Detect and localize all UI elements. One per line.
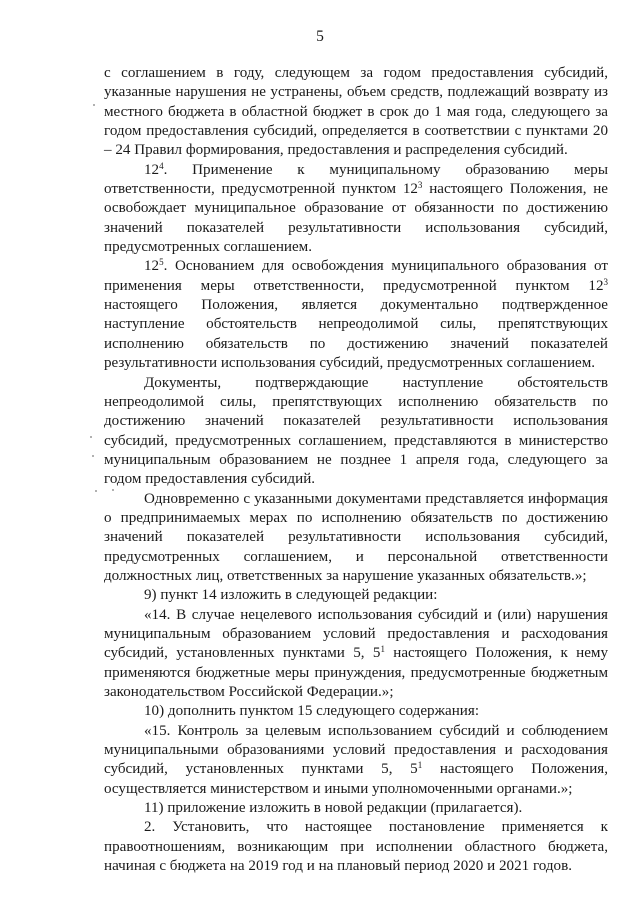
paragraph-item-11: 11) приложение изложить в новой редакции (прилагается). xyxy=(144,800,523,817)
scan-speck xyxy=(95,490,97,492)
superscript: 1 xyxy=(380,644,385,655)
page-number: 5 xyxy=(316,28,324,45)
paragraph-item-9: 9) пункт 14 изложить в следующей редакции: xyxy=(144,587,438,604)
superscript: 1 xyxy=(417,760,423,771)
paragraph: с соглашением в году, следующем за годом предоставления субсидий, указанные нарушения не устранены, объем средств, подлежащий возврату из местного бюджета в областной бюджет в срок до 1 мая года, следующего за годом предоставления субсидий, определяется в соответствии с пунктами 20 – 24 Правил формирования, предоставления и распределения субсидий. xyxy=(104,65,608,159)
paragraph-section-2: 2. Установить, что настоящее постановление применяется к правоотношениям, возникающим при исполнении областного бюджета, начиная с бюджета на 2019 год и на плановый период 2020 и 2021 годов. xyxy=(104,819,608,875)
scan-speck xyxy=(93,104,95,106)
superscript: 5 xyxy=(159,257,164,268)
scan-speck xyxy=(90,436,92,438)
scan-speck xyxy=(92,455,94,457)
document-body xyxy=(104,64,608,876)
paragraph-12-5: $12^5$. Основанием для освобождения муниципального образования от применения меры ответственности, предусмотренной пунктом $12^3$ настоящего Положения, является документально подтвержденное наступление обстоятельств непреодолимой силы, препятствующих исполнению обязательств по достижению значений показателей результативности использования субсидий, предусмотренных соглашением. xyxy=(104,257,608,372)
paragraph-item-10: 10) дополнить пунктом 15 следующего содержания: xyxy=(144,703,480,720)
paragraph-point-15: «15. Контроль за целевым использованием субсидий и соблюдением муниципальными образованиями условий предоставления и расходования субсидий, установленных пунктами 5, $5^1$ настоящего Положения, осуществляется министерством и иными уполномоченными органами.»; xyxy=(104,722,608,797)
paragraph-documents: Документы, подтверждающие наступление обстоятельств непреодолимой силы, препятствующих исполнению обязательств по достижению значений показателей результативности использования субсидий, предусмотренных соглашением, представляются в министерство муниципальным образованием не позднее 1 апреля года, следующего за годом предоставления субсидий. xyxy=(104,374,608,488)
superscript: 3 xyxy=(603,276,608,287)
superscript: 3 xyxy=(417,180,423,191)
paragraph-12-4: $12^4$. Применение к муниципальному образованию меры ответственности, предусмотренной пунктом $12^3$ настоящего Положения, не освобождает муниципальное образование от обязанности по достижению значений показателей результативности использования субсидий, предусмотренных соглашением. xyxy=(104,160,609,256)
paragraph-point-14: «14. В случае нецелевого использования субсидий и (или) нарушения муниципальным образованием условий предоставления и расходования субсидий, установленных пунктами 5, $5^1$ настоящего Положения, к нему применяются бюджетные меры принуждения, предусмотренные бюджетным законодательством Российской Федерации.»; xyxy=(104,606,609,700)
superscript: 4 xyxy=(159,160,164,171)
paragraph-information: Одновременно с указанными документами представляется информация о предпринимаемых мерах по исполнению обязательств по достижению значений показателей результативности использования субсидий, предусмотренных соглашением, и персональной ответственности должностных лиц, ответственных за нарушение указанных обязательств.»; xyxy=(104,490,608,584)
scan-speck xyxy=(112,489,114,491)
